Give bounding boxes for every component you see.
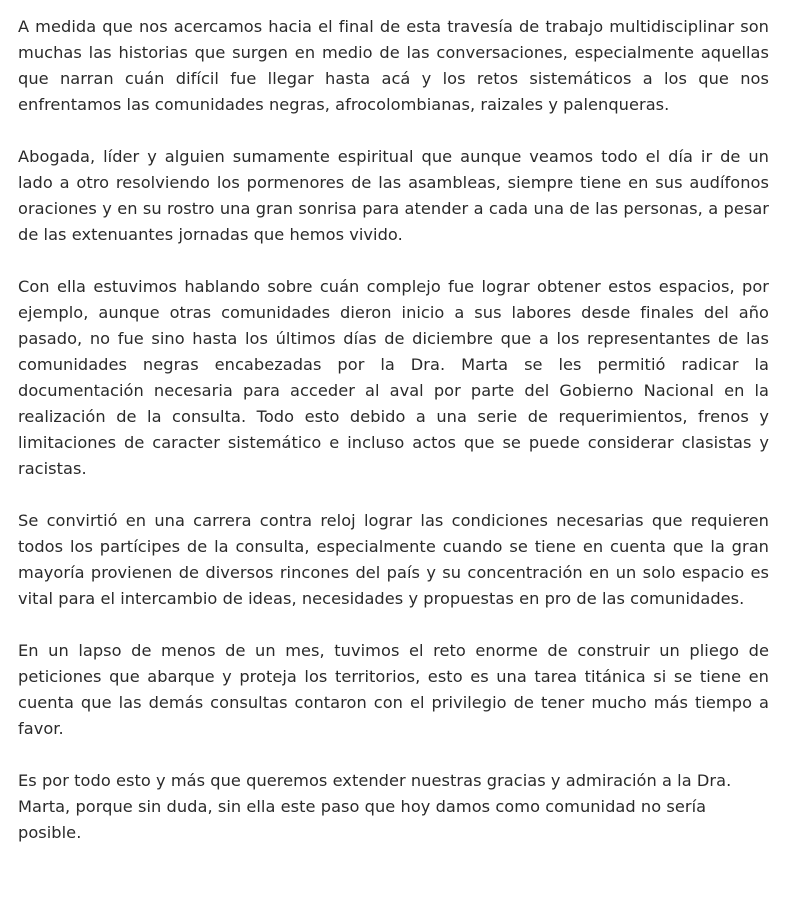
paragraph-challenges: Con ella estuvimos hablando sobre cuán complejo fue lograr obtener estos espacios, por ejemplo, aunque otras comunidades dieron inicio a sus labores desde finales del año pasado, no fue sino hasta los últimos días de diciembre que a los representantes de las comunidades negras encabezadas por la Dra. Marta se les permitió radicar la documentación necesaria para acceder al aval por parte del Gobierno Nacional en la realización de la consulta. Todo esto debido a una serie de requerimientos, frenos y limitaciones de caracter sistemático e incluso actos que se puede considerar clasistas y racistas. — [18, 277, 769, 478]
paragraph-intro: A medida que nos acercamos hacia el final de esta travesía de trabajo multidisciplinar son muchas las historias que surgen en medio de las conversaciones, especialmente aquellas que narran cuán difícil fue llegar hasta acá y los retos sistemáticos a los que nos enfrentamos las comunidades negras, afrocolombianas, raizales y palenqueras. — [18, 17, 769, 114]
paragraph-gratitude: Es por todo esto y más que queremos extender nuestras gracias y admiración a la Dra. Marta, porque sin duda, sin ella este paso que hoy damos como comunidad no sería posible. — [18, 771, 732, 842]
paragraph-race-against-time: Se convirtió en una carrera contra reloj lograr las condiciones necesarias que requieren todos los partícipes de la consulta, especialmente cuando se tiene en cuenta que la gran mayoría provienen de diversos rincones del país y su concentración en un solo espacio es vital para el intercambio de ideas, necesidades y propuestas en pro de las comunidades. — [18, 511, 769, 608]
paragraph-petitions: En un lapso de menos de un mes, tuvimos el reto enorme de construir un pliego de peticiones que abarque y proteja los territorios, esto es una tarea titánica si se tiene en cuenta que las demás consultas contaron con el privilegio de tener mucho más tiempo a favor. — [18, 641, 769, 738]
paragraph-profile: Abogada, líder y alguien sumamente espiritual que aunque veamos todo el día ir de un lado a otro resolviendo los pormenores de las asambleas, siempre tiene en sus audífonos oraciones y en su rostro una gran sonrisa para atender a cada una de las personas, a pesar de las extenuantes jornadas que hemos vivido. — [18, 147, 769, 244]
